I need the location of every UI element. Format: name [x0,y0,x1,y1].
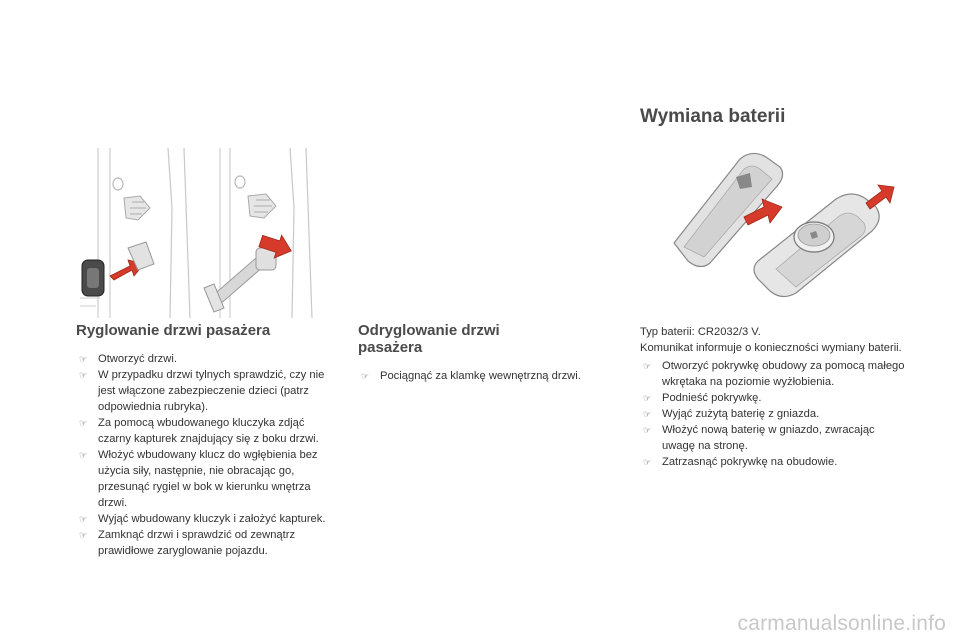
list-item: ☞ Włożyć nową baterię w gniazdo, zwracając uwagę na stronę. [643,424,875,452]
pointing-finger-icon: ☞ [643,425,652,435]
pointing-finger-icon: ☞ [79,418,88,428]
list-item: ☞ Zatrzasnąć pokrywkę na obudowie. [643,456,838,468]
list-item: ☞ Za pomocą wbudowanego kluczyka zdjąć czarny kapturek znajdujący się z boku drzwi. [79,417,319,445]
battery-section-title: Wymiana baterii [640,106,786,127]
pointing-finger-icon: ☞ [79,450,88,460]
battery-type: Typ baterii: CR2032/3 V. [640,326,761,338]
section-unlocking [358,322,608,384]
list-item: ☞ Włożyć wbudowany klucz do wgłębienia bez użycia siły, następnie, nie obracając go, przesunąć rygiel w bok w kierunku wnętrza drzwi. [79,449,318,509]
battery-message: Komunikat informuje o konieczności wymiany baterii. [640,342,902,354]
section-battery [640,324,910,470]
key-battery-illustration [640,145,902,305]
unlocking-title: Odryglowanie drzwi pasażera [358,322,500,356]
battery-steps [640,358,910,470]
pointing-finger-icon: ☞ [79,514,88,524]
list-item: ☞ W przypadku drzwi tylnych sprawdzić, czy nie jest włączone zabezpieczenie dzieci (patrz odpowiednia rubryka). [79,369,325,413]
pointing-finger-icon: ☞ [643,409,652,419]
section-locking [76,322,336,559]
pointing-finger-icon: ☞ [643,457,652,467]
locking-title: Ryglowanie drzwi pasażera [76,322,271,339]
pointing-finger-icon: ☞ [643,361,652,371]
pointing-finger-icon: ☞ [79,354,88,364]
list-item: ☞ Wyjąć zużytą baterię z gniazda. [643,408,820,420]
list-item: ☞ Pociągnąć za klamkę wewnętrzną drzwi. [361,370,581,382]
unlocking-steps [358,368,608,384]
door-lock-illustration [80,148,338,318]
list-item: ☞ Otworzyć drzwi. [79,353,177,365]
locking-steps [76,351,336,559]
pointing-finger-icon: ☞ [361,371,370,381]
watermark: carmanualsonline.info [737,612,946,635]
list-item: ☞ Otworzyć pokrywkę obudowy za pomocą małego wkrętaka na poziomie wyżłobienia. [643,360,905,388]
pointing-finger-icon: ☞ [643,393,652,403]
pointing-finger-icon: ☞ [79,530,88,540]
pointing-finger-icon: ☞ [79,370,88,380]
list-item: ☞ Podnieść pokrywkę. [643,392,762,404]
list-item: ☞ Zamknąć drzwi i sprawdzić od zewnątrz prawidłowe zaryglowanie pojazdu. [79,529,296,557]
list-item: ☞ Wyjąć wbudowany kluczyk i założyć kapturek. [79,513,326,525]
